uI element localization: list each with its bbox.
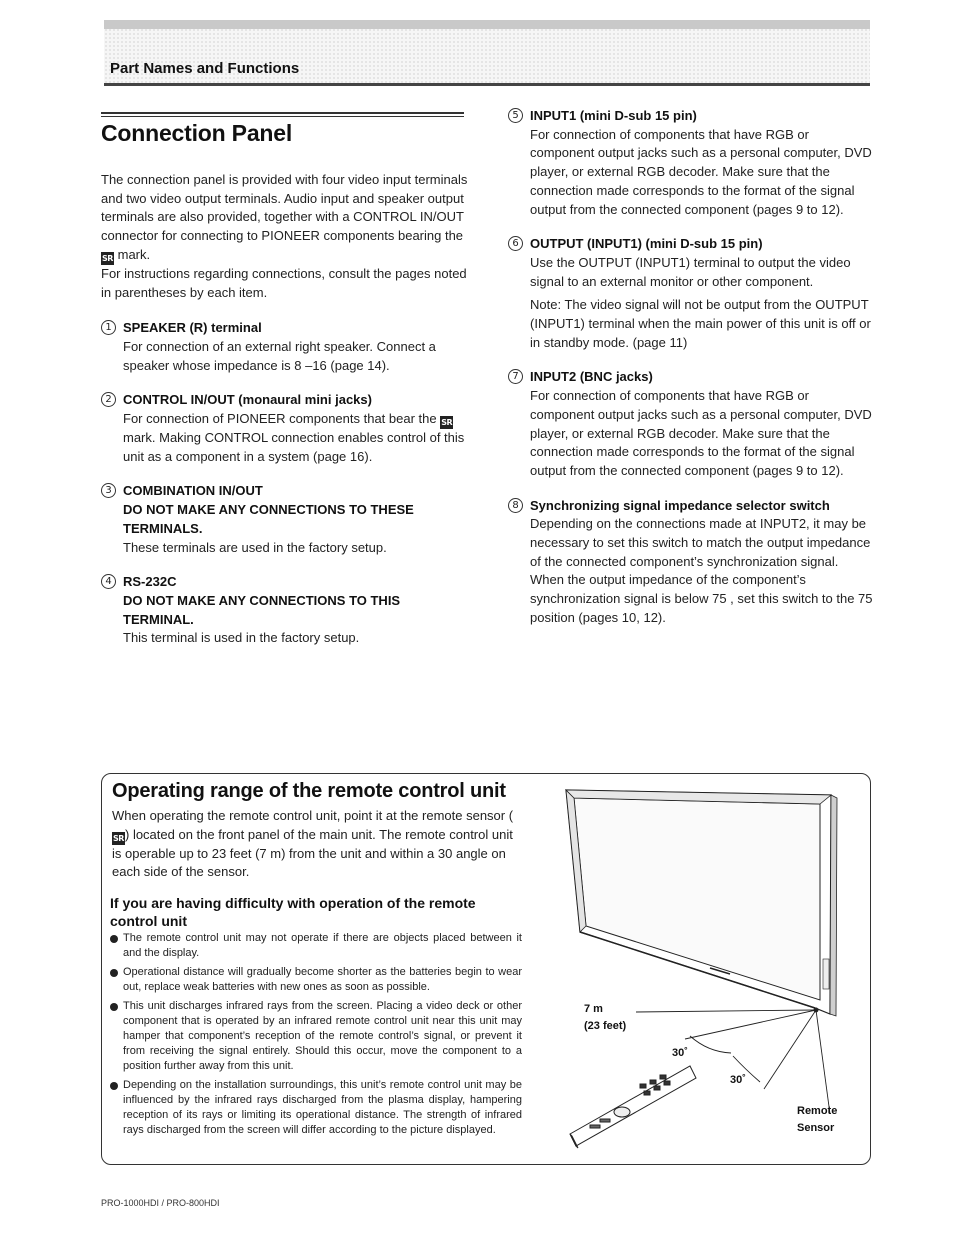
item-warning: DO NOT MAKE ANY CONNECTIONS TO THESE TERMINALS.: [123, 502, 414, 536]
range-lines: [636, 1010, 830, 1114]
remote-range-diagram: [540, 784, 860, 1154]
item-heading: INPUT2 (BNC jacks): [530, 369, 653, 385]
item-control: [101, 391, 469, 466]
distance-label: [584, 1001, 626, 1035]
intro-paragraph: [101, 171, 469, 265]
sr-mark-icon: SR: [441, 418, 453, 428]
item-number: 7: [508, 369, 523, 384]
item-note: Note: The video signal will not be output from the OUTPUT (INPUT1) terminal when the main power of this unit is off or in standby mode. (page 11): [530, 297, 871, 350]
diagram-illustration: [540, 784, 860, 1154]
item-body-a: For connection of PIONEER components that bear the: [123, 411, 437, 427]
intro-text-a: The connection panel is provided with four video input terminals and two video output terminals. Audio input and speaker output terminals are also provided, together with a CONTROL IN/OUT connector for connecting to PIONEER components bearing the: [101, 172, 468, 244]
item-heading: COMBINATION IN/OUT: [123, 483, 263, 499]
item-body: These terminals are used in the factory setup.: [123, 539, 387, 555]
item-body: This terminal is used in the factory setup.: [123, 630, 360, 646]
item-input1: [508, 107, 874, 219]
intro-instructions: For instructions regarding connections, consult the pages noted in parentheses by each item.: [101, 265, 467, 300]
list-item: Operational distance will gradually become shorter as the batteries begin to wear out, replace weak batteries with new ones as soon as possible.: [110, 965, 522, 995]
item-body: Depending on the connections made at INPUT2, it may be necessary to set this switch to match the output impedance of the connected component’s synchronization signal.: [530, 516, 871, 569]
item-heading: INPUT1 (mini D-sub 15 pin): [530, 108, 697, 123]
item-heading: OUTPUT (INPUT1) (mini D-sub 15 pin): [530, 236, 763, 252]
list-item: The remote control unit may not operate if there are objects placed between it and the display.: [110, 931, 522, 961]
item-warning: DO NOT MAKE ANY CONNECTIONS TO THIS TERMINAL.: [123, 592, 401, 627]
title-rule: [101, 112, 464, 117]
item-number: 1: [101, 320, 116, 335]
trouble-heading: If you are having difficulty with operation of the remote control unit: [110, 895, 476, 929]
item-body: For connection of components that have RGB or component output jacks such as a personal computer, DVD player, or external RGB decoder. Make sure that the connection made corresponds to the format of the signal output from the connected component (pages 9 to 12).: [530, 388, 872, 478]
footer-model: PRO-1000HDI / PRO-800HDI: [101, 1198, 220, 1208]
item-heading: Synchronizing signal impedance selector switch: [530, 497, 830, 513]
item-body: For connection of components that have RGB or component output jacks such as a personal computer, DVD player, or external RGB decoder. Make sure that the connection made corresponds to the format of the signal output from the connected component (pages 9 to 12).: [530, 126, 872, 217]
remote-control-illustration: [570, 1066, 696, 1148]
intro-text-b: mark.: [117, 246, 151, 262]
right-column: [508, 107, 874, 628]
page-title: Connection Panel: [101, 120, 293, 146]
item-speaker: [101, 319, 469, 375]
left-column: [101, 171, 469, 648]
item-heading: CONTROL IN/OUT (monaural mini jacks): [123, 392, 372, 408]
sensor-label-line-2: Sensor: [797, 1122, 835, 1134]
remote-para-b: ) located on the front panel of the main unit. The remote control unit is operable up to 23 feet (7 m) from the unit and within a 30 angle on each side of the sensor.: [112, 826, 513, 880]
trouble-list: [110, 931, 522, 1142]
remote-range-title: Operating range of the remote control unit: [112, 780, 506, 802]
item-heading: RS-232C: [123, 574, 177, 590]
angle-label-1: 30˚: [672, 1047, 688, 1059]
item-number: 4: [101, 574, 116, 589]
intro: [101, 171, 469, 302]
section-label: Part Names and Functions: [110, 60, 300, 77]
item-combination: [101, 482, 469, 557]
remote-range-paragraph: [112, 807, 522, 882]
item-number: 5: [508, 108, 523, 123]
plasma-display-illustration: [566, 790, 837, 1016]
distance-meters: 7 m: [584, 1003, 603, 1015]
remote-sensor-label: [797, 1103, 837, 1137]
item-number: 8: [508, 498, 523, 513]
item-output: [508, 235, 874, 352]
sr-mark-icon: SR: [102, 253, 113, 263]
item-sync-switch: [508, 497, 874, 628]
remote-para-a: When operating the remote control unit, point it at the remote sensor (: [112, 808, 514, 823]
sensor-label-line-1: Remote: [797, 1105, 838, 1117]
list-item: This unit discharges infrared rays from the screen. Placing a video deck or other component that is operated by an infrared remote control unit near this unit may hamper that component’s reception of the remote control’s signal, or prevent it from receiving the signal entirely. Should this occur, move the component to a position further away from this unit.: [110, 999, 522, 1074]
distance-feet: (23 feet): [584, 1020, 627, 1032]
angle-label-2: 30˚: [730, 1074, 746, 1086]
item-body-b: mark. Making CONTROL connection enables control of this unit as a component in a system (page 16).: [123, 430, 465, 464]
header-top-rule: [104, 20, 870, 29]
item-input2: [508, 368, 874, 480]
item-heading: SPEAKER (R) terminal: [123, 320, 262, 336]
item-number: 3: [101, 483, 116, 498]
item-body: For connection of an external right speaker. Connect a speaker whose impedance is 8 –16 (page 14).: [123, 338, 436, 373]
item-body-2: When the output impedance of the component’s synchronization signal is below 75 , set this switch to the 75 position (pages 10, 12).: [530, 572, 873, 625]
sr-mark-icon: SR: [113, 833, 124, 843]
item-body: Use the OUTPUT (INPUT1) terminal to output the video signal to an external monitor or other component.: [530, 254, 851, 289]
list-item: Depending on the installation surroundings, this unit’s remote control unit may be influenced by the infrared rays discharged from the plasma display, hampering reception of its rays or limiting its operational distance. The strength of infrared rays discharged from the screen will differ according to the picture displayed.: [110, 1078, 522, 1138]
header-bottom-rule: [104, 83, 870, 86]
item-number: 6: [508, 236, 523, 251]
item-rs232c: [101, 573, 469, 648]
item-body: [123, 410, 469, 466]
item-number: 2: [101, 392, 116, 407]
